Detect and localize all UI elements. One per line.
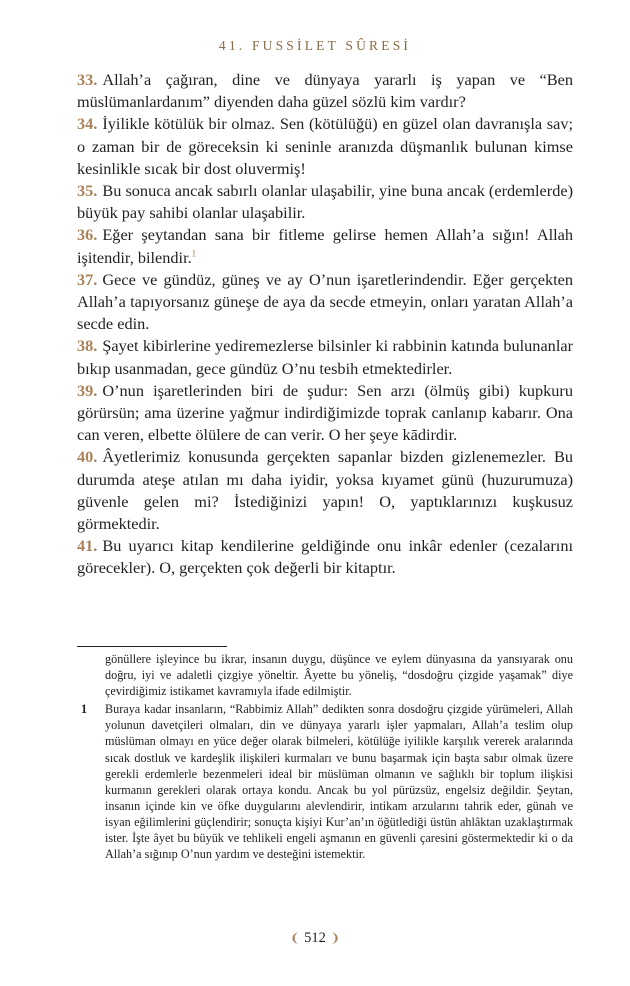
left-ornament-icon: ❨ <box>290 931 301 945</box>
verse-36 <box>77 224 573 268</box>
verse-41 <box>77 535 573 579</box>
footnote-text: gönüllere işleyince bu ikrar, insanın duygu, düşünce ve eylem dünyasına da yansıyarak onu doğru, iyi ve adaletli çizgiye yöneltir. Âyette bu yöneliş, “dosdoğru çizgide yaşamak” diye çevirdiğimiz istikamet kavramıyla ifade edilmiştir. <box>105 652 573 699</box>
verse-number: 36. <box>77 225 98 245</box>
footnote-text: Buraya kadar insanların, “Rabbimiz Allah” dedikten sonra dosdoğru çizgide yürümeleri, Allah yolunun davetçileri olmaları, din ve dünyaya yararlı işler yapmaları, Allah’a teslim olup müslüman olmayı en yüce değer olarak bilmeleri, kötülüğe iyilikle karşılık vererek aralarında sıcak dostluk ve kardeşlik ilişkileri kurmaları ve bunu başarmak için başta sabır olmak üzere gerekli erdemlerle bezenmeleri ideal bir müslüman olmanın ve sağlıklı bir toplum ilişkisi kurmanın gerekleri olarak ortaya kondu. Ancak bu yol pürüzsüz, engelsiz değildir. Şeytan, insanın içinde kin ve öfke duygularını alevlendirir, intikam arzularını tahrik eder, günah ve isyan eğilimlerini güçlendirir; sonuçta kişiyi Kur’an’ın öğütlediği üstün ahlâktan uzaklaştırmak ister. İşte âyet bu büyük ve tehlikeli engeli aşmanın en güvenli çaresini göstermektedir ki o da Allah’a sığınıp O’nun yardım ve desteğini istemektir. <box>105 702 573 862</box>
verse-number: 33. <box>77 70 98 89</box>
footnote-separator <box>77 646 227 647</box>
verse-number: 35. <box>77 181 98 201</box>
verse-text: Allah’a çağıran, dine ve dünyaya yararlı iş yapan ve “Ben müslümanlardanım” diyenden daha güzel sözlü kim vardır? <box>77 70 573 112</box>
footnote-reference[interactable]: 1 <box>191 248 197 259</box>
verse-40 <box>77 446 573 535</box>
verse-text: O’nun işaretlerinden biri de şudur: Sen arzı (ölmüş gibi) kupkuru görürsün; ama üzerine yağmur indirdiğimizde toprak canlanıp kabarır. Ona can veren, elbette ölülere de can verir. O her şeye kādirdir. <box>77 380 573 445</box>
verse-text: Bu uyarıcı kitap kendilerine geldiğinde onu inkâr edenler (cezalarını görecekler). O, gerçekten çok değerli bir kitaptır. <box>77 536 573 578</box>
footnotes-block <box>77 651 573 862</box>
verse-number: 38. <box>77 336 98 356</box>
verse-35 <box>77 180 573 224</box>
verse-text: Gece ve gündüz, güneş ve ay O’nun işaretlerindendir. Eğer gerçekten Allah’a tapıyorsanız güneşe de aya da secde etmeyin, onları yaratan Allah’a secde edin. <box>77 269 573 334</box>
verse-38 <box>77 335 573 379</box>
verse-text: Şayet kibirlerine yediremezlerse bilsinler ki rabbinin katında bulunanlar bıkıp usanmadan, gece gündüz O’nu tesbih etmektedirler. <box>77 336 573 378</box>
footnote-1 <box>77 701 573 862</box>
verse-text: Bu sonuca ancak sabırlı olanlar ulaşabilir, yine buna ancak (erdemlerde) büyük pay sahibi olanlar ulaşabilir. <box>77 181 573 223</box>
verse-34 <box>77 113 573 180</box>
page-number <box>0 930 630 947</box>
verse-text: İyilikle kötülük bir olmaz. Sen (kötülüğü) en güzel olan davranışla sav; o zaman bir de göreceksin ki seninle aranızda düşmanlık bulunan kimse kesinlikle sıcak bir dost oluvermiş! <box>77 114 573 178</box>
verse-text: Eğer şeytandan sana bir fitleme gelirse hemen Allah’a sığın! Allah işitendir, bilendir. <box>77 225 573 267</box>
page-number-value: 512 <box>304 930 326 946</box>
running-header: 41. FUSSİLET SÛRESİ <box>218 38 412 53</box>
verse-number: 37. <box>77 269 98 289</box>
verse-39 <box>77 380 573 447</box>
verse-number: 39. <box>77 380 98 400</box>
verse-text: Âyetlerimiz konusunda gerçekten sapanlar bizden gizlenemezler. Bu durumda ateşe atılan mı daha iyidir, yoksa kıyamet günü (huzurumuza) güvenle gelen mi? İstediğinizi yapın! O, yaptıklarınızı kuşkusuz görmektedir. <box>77 447 573 534</box>
verse-number: 40. <box>77 447 98 467</box>
verse-number: 41. <box>77 536 98 556</box>
verse-37 <box>77 269 573 336</box>
footnote-number: 1 <box>80 702 88 717</box>
verse-33 <box>77 69 573 113</box>
verse-block <box>77 69 573 580</box>
verse-number: 34. <box>77 114 98 134</box>
right-ornament-icon: ❩ <box>329 931 340 945</box>
footnote-continuation <box>77 651 573 699</box>
